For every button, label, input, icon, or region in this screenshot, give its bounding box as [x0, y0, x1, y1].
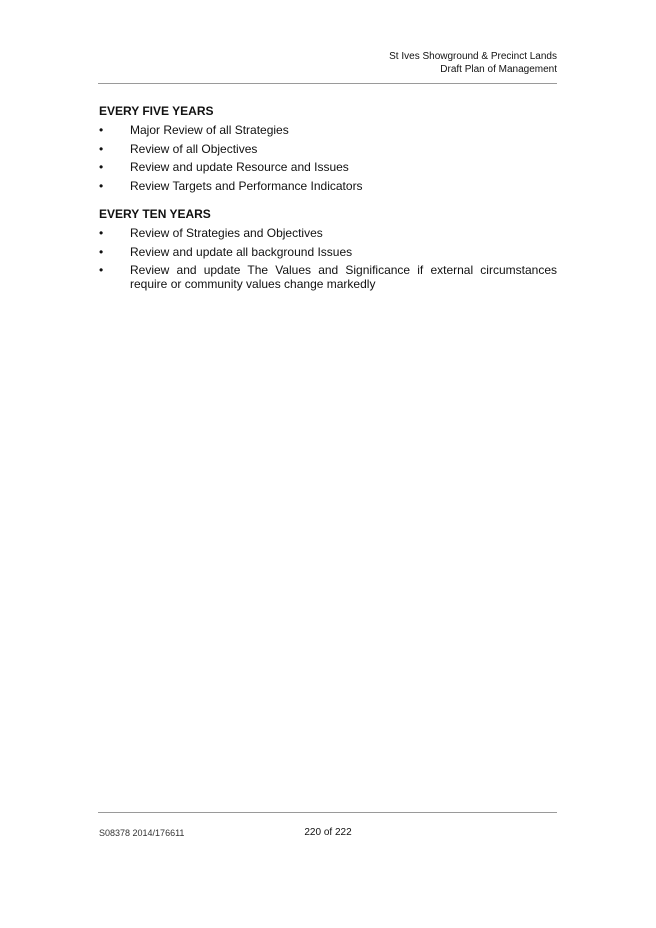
list-item: [99, 264, 557, 291]
list-item: [99, 227, 557, 241]
list-item-text: Review Targets and Performance Indicators: [130, 178, 363, 193]
bullet-icon: •: [99, 123, 104, 137]
section-every-five-years: [99, 104, 557, 193]
header-title: St Ives Showground & Precinct Lands: [389, 51, 557, 62]
list-item-text: Major Review of all Strategies: [130, 123, 289, 137]
list-item: [99, 246, 557, 260]
list-item-text: Review of Strategies and Objectives: [130, 226, 323, 240]
bullet-icon: •: [99, 263, 104, 277]
list-item-text: Review and update Resource and Issues: [130, 160, 349, 174]
bullet-icon: •: [99, 244, 104, 259]
document-body: [99, 104, 557, 296]
list-item-text: Review and update The Values and Significance if external circumstances require or community values change markedly: [130, 263, 557, 291]
footer-divider: [98, 812, 557, 813]
bullet-icon: •: [99, 178, 104, 193]
bullet-icon: •: [99, 226, 104, 240]
header-subtitle: Draft Plan of Management: [440, 64, 557, 75]
list-item: [99, 143, 557, 157]
section-every-ten-years: [99, 207, 557, 291]
page-header: [98, 50, 557, 76]
bullet-list: [99, 124, 557, 193]
list-item-text: Review of all Objectives: [130, 141, 258, 156]
document-reference: S08378 2014/176611: [99, 828, 185, 838]
section-heading: EVERY FIVE YEARS: [99, 104, 214, 118]
list-item-text: Review and update all background Issues: [130, 244, 353, 259]
bullet-icon: •: [99, 160, 104, 174]
page-number: 220 of 222: [304, 827, 352, 838]
section-heading: EVERY TEN YEARS: [99, 207, 211, 221]
list-item: [99, 124, 557, 138]
list-item: [99, 161, 557, 175]
bullet-icon: •: [99, 141, 104, 156]
list-item: [99, 180, 557, 194]
bullet-list: [99, 227, 557, 291]
header-divider: [98, 83, 557, 84]
